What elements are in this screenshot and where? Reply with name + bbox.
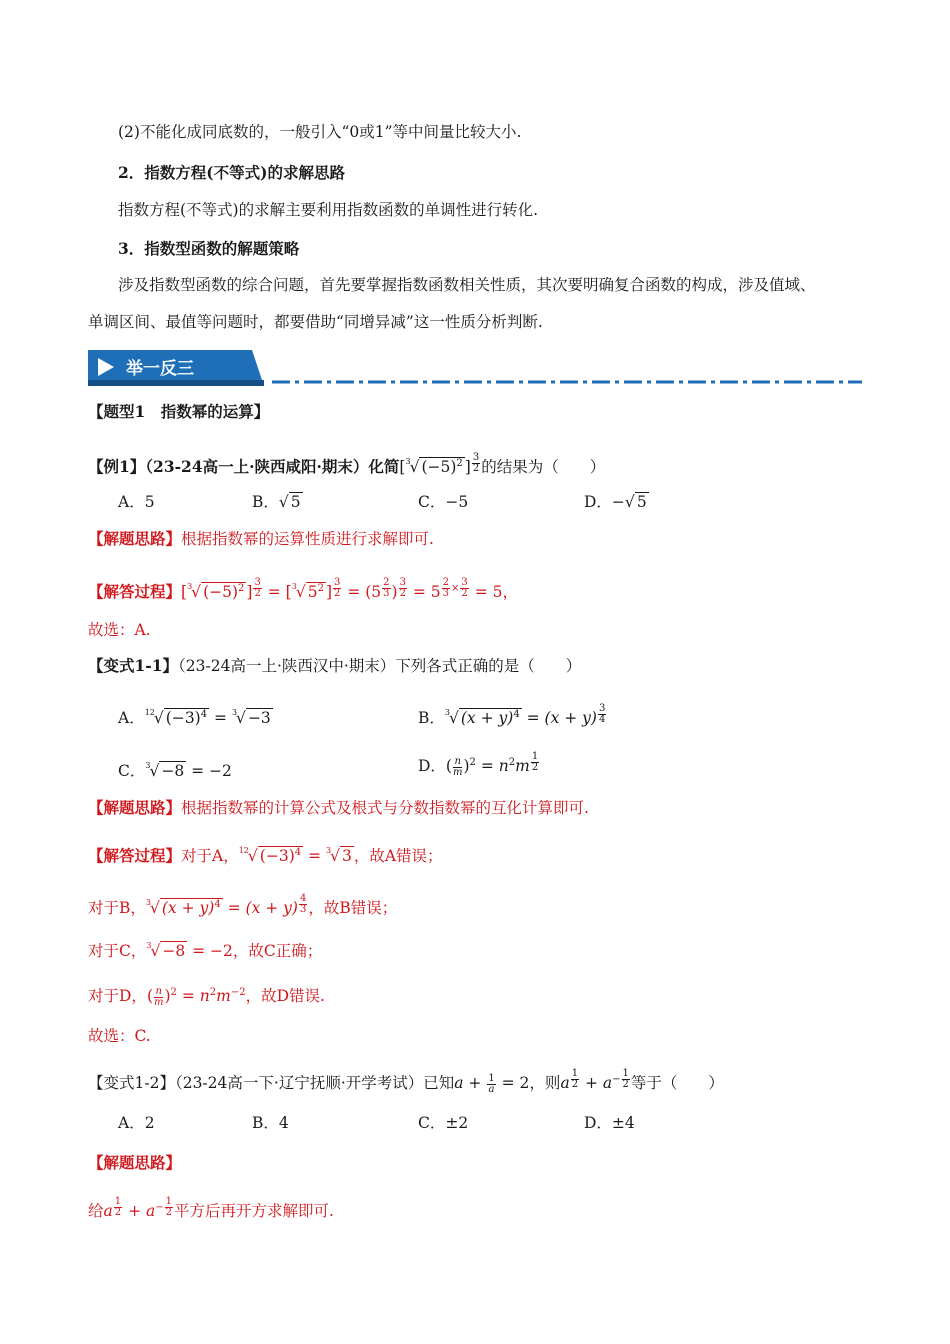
- example-1-option-a: A．5: [118, 493, 155, 511]
- variant-1-1-process-b: 对于B，$^3$√ $(x + y)^4 = (x + y)$ $^{\frac{4}{3}}$ ，故B错误；: [88, 892, 398, 917]
- variant-1-2-question: 【变式1-2】（23-24高一下·辽宁抚顺·开学考试）已知a + $\frac{1}{a}$ = 2，则a $^{\frac{1}{2}}$ + $a^{- \frac{1}{2}}$ 等于（ ）: [88, 1068, 724, 1095]
- variant-1-1-process-a: 【解答过程】对于A，$^{12}$√ $(-3)^4 = ^3√$ 3 ，故A错误；: [88, 846, 443, 865]
- section-banner: [88, 350, 264, 386]
- example-1-idea: 【解题思路】根据指数幂的运算性质进行求解即可.: [88, 529, 434, 548]
- variant-1-1-answer: 故选：C.: [88, 1027, 151, 1045]
- variant-1-1-process-c: 对于C，$^3$√ −8 = −2，故C正确；: [88, 941, 323, 960]
- variant-1-1-question: 【变式1-1】（23-24高一上·陕西汉中·期末）下列各式正确的是（ ）: [88, 656, 582, 675]
- intro-line-1: (2)不能化成同底数的，一般引入“0或1”等中间量比较大小.: [118, 123, 522, 141]
- topic-heading: 【题型1 指数幂的运算】: [88, 402, 270, 421]
- variant-1-2-option-b: B．4: [252, 1114, 289, 1132]
- section-heading-2: 2．指数方程(不等式)的求解思路: [118, 163, 345, 182]
- variant-1-1-process-d: 对于D，( $\frac{n}{m}$ )$^2 = n^2m^{-2}$，故D错误.: [88, 985, 325, 1008]
- example-1-prefix: 【例1】（23-24高一上·陕西咸阳·期末）化简: [88, 457, 400, 476]
- variant-1-1-option-d: D．( $\frac{n}{m}$ )$^2 = n^2m$ $^{\frac{1}{2}}$: [418, 751, 539, 778]
- example-1-question: [88, 451, 605, 478]
- banner-label: 举一反三: [126, 359, 194, 379]
- section-heading-3: 3．指数型函数的解题策略: [118, 239, 300, 258]
- variant-1-1-option-c: C．$^3$√ −8 = −2: [118, 761, 232, 780]
- example-1-option-c: C．−5: [418, 493, 469, 511]
- variant-1-2-option-d: D．±4: [584, 1114, 635, 1132]
- variant-1-2-option-c: C．±2: [418, 1114, 469, 1132]
- variant-1-2-idea-label: 【解题思路】: [88, 1153, 182, 1172]
- variant-1-2-option-a: A．2: [118, 1114, 155, 1132]
- example-1-suffix: 的结果为（ ）: [481, 458, 606, 476]
- example-1-option-b: B．√ 5: [252, 493, 301, 511]
- section-para-2: 指数方程(不等式)的求解主要利用指数函数的单调性进行转化.: [118, 201, 539, 219]
- variant-1-1-option-b: B．$^3$√ $(x + y)^4 = (x + y)$ $^{\frac{3}{4}}$: [418, 702, 606, 727]
- banner-dash-divider: [272, 380, 862, 384]
- example-1-option-d: D．−√ 5: [584, 493, 647, 511]
- example-1-expr: [$^3$√ $(-5)^2$ ] $^{\frac{3}{2}}$: [399, 451, 480, 476]
- section-para-3a: 涉及指数型函数的综合问题，首先要掌握指数函数相关性质，其次要明确复合函数的构成，涉及值域、: [118, 276, 816, 294]
- example-1-process: 【解答过程】[$^3$√ $(-5)^2$ ] $^{\frac{3}{2}}$ = [$^3$√ $5^2$ ] $^{\frac{3}{2}}$ = (5 $^{\frac{2}{3}}$ ) $^{\frac{3}{2}}$ = 5 $^{\frac{2}{3} \times \frac{3}{2}}$ = 5，: [88, 576, 518, 601]
- example-1-answer: 故选：A.: [88, 621, 151, 639]
- section-para-3b: 单调区间、最值等问题时，都要借助“同增异减”这一性质分析判断.: [88, 313, 543, 331]
- variant-1-2-idea-text: 给a $^{\frac{1}{2}}$ + $a^{- \frac{1}{2}}$ 平方后再开方求解即可.: [88, 1196, 334, 1221]
- variant-1-1-idea: 【解题思路】根据指数幂的计算公式及根式与分数指数幂的互化计算即可.: [88, 798, 589, 817]
- variant-1-1-option-a: A．$^{12}$√ $(-3)^4 = ^3√ -3$: [118, 708, 271, 727]
